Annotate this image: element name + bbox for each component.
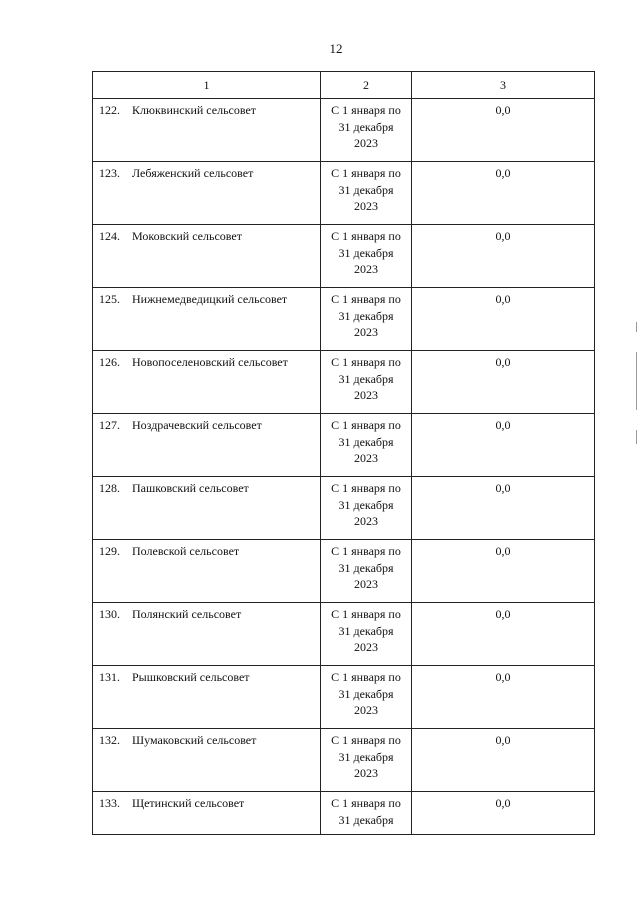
municipality-cell [93, 225, 321, 288]
period-line: 2023 [354, 451, 378, 465]
value-text: 0,0 [495, 229, 511, 243]
value-cell [412, 729, 595, 792]
period-line: 31 декабря [338, 686, 394, 701]
row-number: 127. [99, 418, 120, 432]
period-line: 31 декабря [338, 182, 394, 197]
municipality-name: Новопоселеновский сельсовет [132, 355, 288, 369]
value-text: 0,0 [495, 418, 511, 432]
municipality-cell [93, 477, 321, 540]
value-cell [412, 414, 595, 477]
table-row [93, 162, 595, 225]
row-number: 125. [99, 292, 120, 306]
row-number: 122. [99, 103, 120, 117]
municipality-cell [93, 288, 321, 351]
row-number: 129. [99, 544, 120, 558]
value-cell [412, 162, 595, 225]
value-cell [412, 225, 595, 288]
row-number: 133. [99, 796, 120, 810]
municipality-name: Рышковский сельсовет [132, 670, 250, 684]
municipality-name: Пашковский сельсовет [132, 481, 249, 495]
value-text: 0,0 [495, 733, 511, 747]
municipality-cell [93, 540, 321, 603]
period-line: 2023 [354, 388, 378, 402]
municipality-cell [93, 729, 321, 792]
table-header-row [93, 72, 595, 99]
period-line: С 1 января по [331, 481, 401, 495]
period-line: С 1 января по [331, 544, 401, 558]
value-cell [412, 99, 595, 162]
period-cell [321, 288, 412, 351]
period-line: 2023 [354, 766, 378, 780]
period-line: 2023 [354, 262, 378, 276]
period-cell [321, 792, 412, 835]
municipality-name: Полянский сельсовет [132, 607, 242, 621]
period-cell [321, 603, 412, 666]
municipality-cell [93, 792, 321, 835]
period-line: 31 декабря [338, 308, 394, 323]
period-line: С 1 января по [331, 229, 401, 243]
period-line: 31 декабря [338, 560, 394, 575]
value-text: 0,0 [495, 481, 511, 495]
column-header-3: 3 [412, 72, 595, 99]
period-line: С 1 января по [331, 670, 401, 684]
municipality-cell [93, 414, 321, 477]
table-row [93, 225, 595, 288]
period-line: С 1 января по [331, 418, 401, 432]
period-line: 31 декабря [338, 434, 394, 449]
period-line: С 1 января по [331, 796, 401, 810]
period-line: 2023 [354, 577, 378, 591]
period-line: 31 декабря [338, 371, 394, 386]
municipality-name: Моковский сельсовет [132, 229, 242, 243]
municipality-cell [93, 666, 321, 729]
period-line: 2023 [354, 703, 378, 717]
period-line: С 1 января по [331, 103, 401, 117]
table-row [93, 351, 595, 414]
row-number: 131. [99, 670, 120, 684]
page-number: 12 [329, 41, 343, 56]
row-number: 126. [99, 355, 120, 369]
value-text: 0,0 [495, 607, 511, 621]
scan-edge-mark [636, 322, 637, 332]
period-line: С 1 января по [331, 355, 401, 369]
row-number: 128. [99, 481, 120, 495]
municipality-name: Клюквинский сельсовет [132, 103, 257, 117]
municipality-cell [93, 351, 321, 414]
period-cell [321, 99, 412, 162]
column-header-2: 2 [321, 72, 412, 99]
value-cell [412, 288, 595, 351]
municipality-name: Ноздрачевский сельсовет [132, 418, 262, 432]
municipality-cell [93, 99, 321, 162]
period-line: 2023 [354, 640, 378, 654]
table-row [93, 603, 595, 666]
period-line: 31 декабря [338, 749, 394, 764]
table-row [93, 288, 595, 351]
period-cell [321, 666, 412, 729]
period-line: 31 декабря [338, 812, 394, 827]
scan-edge-mark [636, 430, 637, 444]
period-line: 31 декабря [338, 623, 394, 638]
column-header-1: 1 [93, 72, 321, 99]
period-cell [321, 729, 412, 792]
period-cell [321, 414, 412, 477]
value-text: 0,0 [495, 796, 511, 810]
value-text: 0,0 [495, 166, 511, 180]
table-row [93, 414, 595, 477]
period-line: 31 декабря [338, 245, 394, 260]
municipality-name: Полевской сельсовет [132, 544, 240, 558]
period-line: 31 декабря [338, 497, 394, 512]
table-row [93, 666, 595, 729]
table-row [93, 99, 595, 162]
value-text: 0,0 [495, 292, 511, 306]
row-number: 132. [99, 733, 120, 747]
row-number: 123. [99, 166, 120, 180]
period-line: С 1 января по [331, 292, 401, 306]
period-line: С 1 января по [331, 607, 401, 621]
table-row [93, 477, 595, 540]
period-cell [321, 477, 412, 540]
municipality-name: Нижнемедведицкий сельсовет [132, 292, 288, 306]
municipality-name: Шумаковский сельсовет [132, 733, 257, 747]
value-text: 0,0 [495, 670, 511, 684]
value-text: 0,0 [495, 103, 511, 117]
value-cell [412, 603, 595, 666]
value-text: 0,0 [495, 544, 511, 558]
value-cell [412, 540, 595, 603]
value-cell [412, 477, 595, 540]
municipality-cell [93, 162, 321, 225]
document-table [92, 71, 595, 835]
row-number: 124. [99, 229, 120, 243]
municipality-cell [93, 603, 321, 666]
table-row [93, 540, 595, 603]
row-number: 130. [99, 607, 120, 621]
value-text: 0,0 [495, 355, 511, 369]
period-line: 2023 [354, 325, 378, 339]
period-line: С 1 января по [331, 733, 401, 747]
value-cell [412, 666, 595, 729]
table-row [93, 792, 595, 835]
municipality-name: Лебяженский сельсовет [132, 166, 254, 180]
municipality-name: Щетинский сельсовет [132, 796, 245, 810]
table-body [93, 99, 595, 835]
period-cell [321, 540, 412, 603]
value-cell [412, 792, 595, 835]
period-line: С 1 января по [331, 166, 401, 180]
period-line: 2023 [354, 199, 378, 213]
scan-edge-mark [636, 352, 637, 410]
value-cell [412, 351, 595, 414]
period-cell [321, 351, 412, 414]
period-line: 2023 [354, 136, 378, 150]
period-line: 31 декабря [338, 119, 394, 134]
table-row [93, 729, 595, 792]
period-cell [321, 225, 412, 288]
period-cell [321, 162, 412, 225]
period-line: 2023 [354, 514, 378, 528]
